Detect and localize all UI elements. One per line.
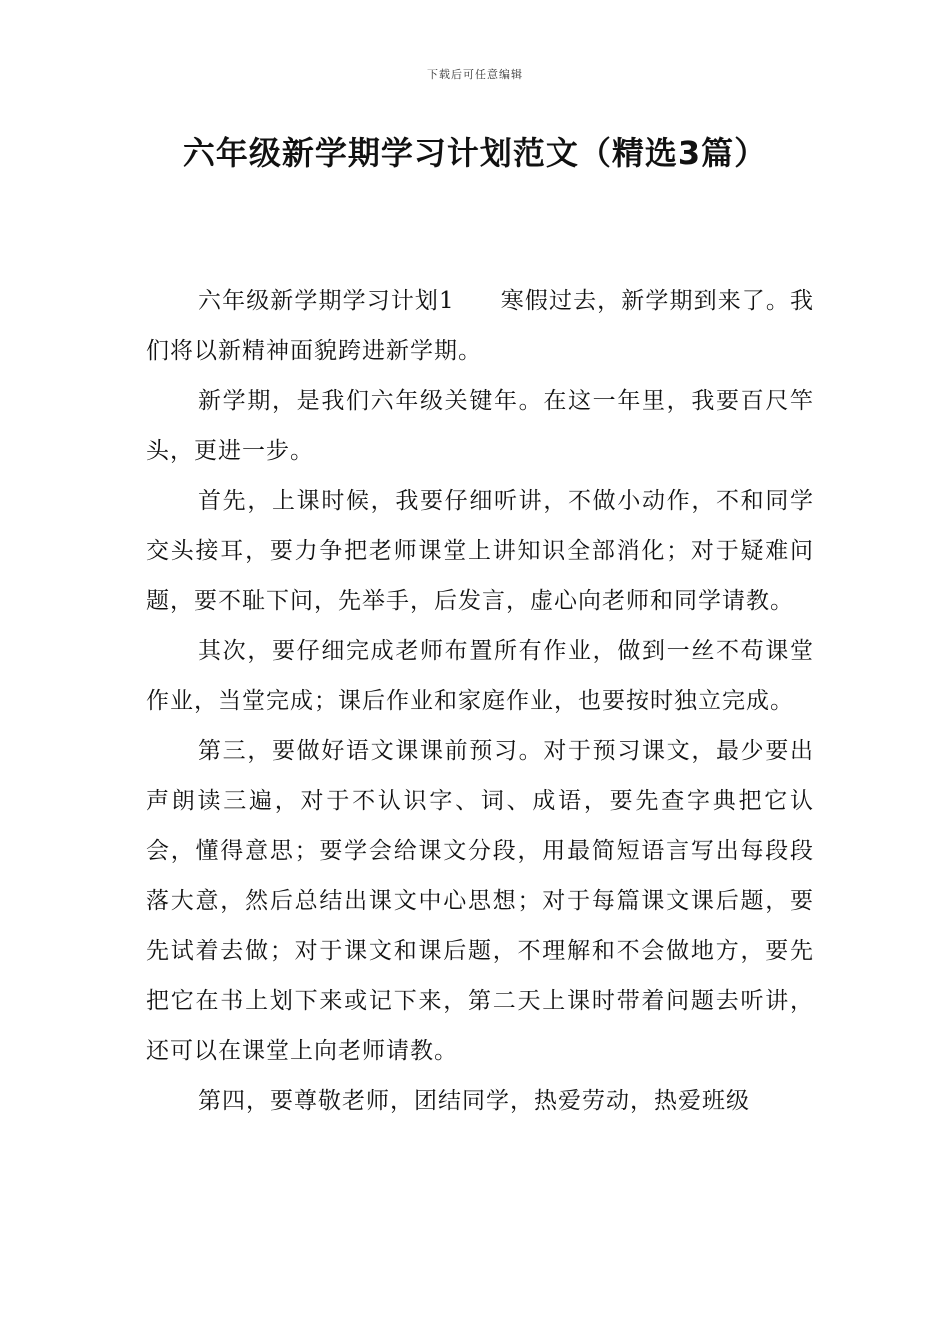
document-body (146, 276, 814, 1126)
section-heading: 六年级新学期学习计划1 (198, 288, 455, 314)
document-title: 六年级新学期学习计划范文（精选3篇） (182, 134, 768, 172)
paragraph-1 (146, 276, 814, 376)
paragraph-5: 第三，要做好语文课课前预习。对于预习课文，最少要出声朗读三遍，对于不认识字、词、成语，要先查字典把它认会，懂得意思；要学会给课文分段，用最简短语言写出每段段落大意，然后总结出课文中心思想；对于每篇课文课后题，要先试着去做；对于课文和课后题，不理解和不会做地方，要先把它在书上划下来或记下来，第二天上课时带着问题去听讲，还可以在课堂上向老师请教。 (146, 738, 814, 1064)
paragraph-3: 首先，上课时候，我要仔细听讲，不做小动作，不和同学交头接耳，要力争把老师课堂上讲知识全部消化；对于疑难问题，要不耻下问，先举手，后发言，虚心向老师和同学请教。 (146, 488, 814, 614)
header-note: 下载后可任意编辑 (427, 68, 523, 81)
paragraph-4: 其次，要仔细完成老师布置所有作业，做到一丝不苟课堂作业，当堂完成；课后作业和家庭作业，也要按时独立完成。 (146, 638, 814, 714)
paragraph-2: 新学期，是我们六年级关键年。在这一年里，我要百尺竿头，更进一步。 (146, 388, 814, 464)
paragraph-text: 寒假过去，新学期到来了。我们将以新精神面貌跨进新学期。 (146, 288, 815, 364)
paragraph-6: 第四，要尊敬老师，团结同学，热爱劳动，热爱班级 (198, 1088, 750, 1114)
